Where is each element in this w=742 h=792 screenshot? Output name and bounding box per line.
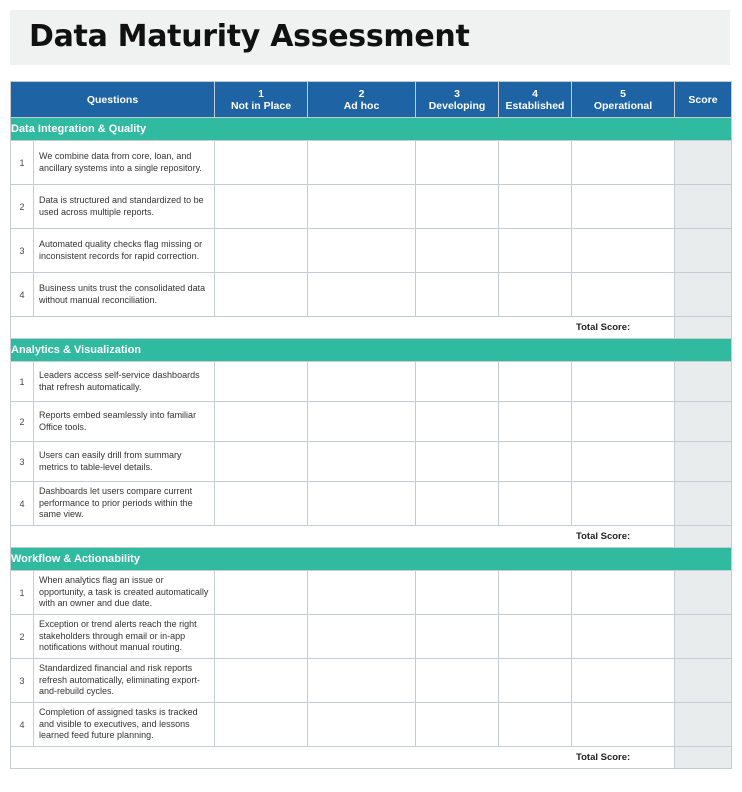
section-header xyxy=(11,548,732,571)
question-number: 4 xyxy=(11,273,34,317)
level-label: Developing xyxy=(428,99,486,112)
rating-cell-level-5[interactable] xyxy=(572,442,675,482)
score-cell[interactable] xyxy=(675,482,732,526)
rating-cell-level-3[interactable] xyxy=(416,482,499,526)
question-text: Leaders access self-service dashboards that refresh automatically. xyxy=(34,362,215,402)
question-text: Data is structured and standardized to be used across multiple reports. xyxy=(34,185,215,229)
rating-cell-level-1[interactable] xyxy=(215,442,308,482)
rating-cell-level-4[interactable] xyxy=(499,185,572,229)
rating-cell-level-1[interactable] xyxy=(215,482,308,526)
section-header xyxy=(11,339,732,362)
header-level-3 xyxy=(416,82,499,118)
rating-cell-level-5[interactable] xyxy=(572,703,675,747)
question-text: When analytics flag an issue or opportunity, a task is created automatically with an owner and due date. xyxy=(34,571,215,615)
rating-cell-level-1[interactable] xyxy=(215,141,308,185)
question-text: Automated quality checks flag missing or inconsistent records for rapid correction. xyxy=(34,229,215,273)
total-row xyxy=(11,747,732,769)
question-number: 3 xyxy=(11,229,34,273)
question-row xyxy=(11,615,732,659)
rating-cell-level-4[interactable] xyxy=(499,659,572,703)
rating-cell-level-4[interactable] xyxy=(499,615,572,659)
rating-cell-level-4[interactable] xyxy=(499,703,572,747)
rating-cell-level-3[interactable] xyxy=(416,362,499,402)
rating-cell-level-1[interactable] xyxy=(215,273,308,317)
question-row xyxy=(11,571,732,615)
score-cell[interactable] xyxy=(675,442,732,482)
score-cell[interactable] xyxy=(675,141,732,185)
rating-cell-level-5[interactable] xyxy=(572,273,675,317)
rating-cell-level-2[interactable] xyxy=(308,185,416,229)
level-num: 1 xyxy=(258,87,264,100)
assessment-table xyxy=(10,81,732,769)
total-score-cell[interactable] xyxy=(675,747,732,769)
score-cell[interactable] xyxy=(675,229,732,273)
rating-cell-level-2[interactable] xyxy=(308,615,416,659)
question-number: 1 xyxy=(11,571,34,615)
question-row xyxy=(11,482,732,526)
rating-cell-level-1[interactable] xyxy=(215,402,308,442)
question-number: 1 xyxy=(11,141,34,185)
level-num: 2 xyxy=(358,87,365,100)
rating-cell-level-3[interactable] xyxy=(416,402,499,442)
question-number: 3 xyxy=(11,442,34,482)
section-title: Workflow & Actionability xyxy=(11,548,732,571)
section-header xyxy=(11,118,732,141)
rating-cell-level-4[interactable] xyxy=(499,273,572,317)
question-row xyxy=(11,402,732,442)
header-level-4 xyxy=(499,82,572,118)
score-cell[interactable] xyxy=(675,659,732,703)
section-title: Data Integration & Quality xyxy=(11,118,732,141)
rating-cell-level-3[interactable] xyxy=(416,615,499,659)
rating-cell-level-2[interactable] xyxy=(308,141,416,185)
rating-cell-level-5[interactable] xyxy=(572,615,675,659)
total-row xyxy=(11,317,732,339)
rating-cell-level-4[interactable] xyxy=(499,482,572,526)
rating-cell-level-2[interactable] xyxy=(308,229,416,273)
question-row xyxy=(11,273,732,317)
score-cell[interactable] xyxy=(675,615,732,659)
question-number: 4 xyxy=(11,703,34,747)
header-score: Score xyxy=(675,82,732,118)
question-number: 3 xyxy=(11,659,34,703)
question-row xyxy=(11,141,732,185)
rating-cell-level-5[interactable] xyxy=(572,229,675,273)
rating-cell-level-3[interactable] xyxy=(416,659,499,703)
question-text: Dashboards let users compare current performance to prior periods within the same view. xyxy=(34,482,215,526)
question-row xyxy=(11,659,732,703)
rating-cell-level-4[interactable] xyxy=(499,402,572,442)
header-questions: Questions xyxy=(11,82,215,118)
total-score-cell[interactable] xyxy=(675,317,732,339)
level-num: 3 xyxy=(454,87,460,100)
rating-cell-level-1[interactable] xyxy=(215,703,308,747)
level-num: 4 xyxy=(532,87,538,100)
header-level-1 xyxy=(215,82,308,118)
total-spacer xyxy=(11,317,572,339)
rating-cell-level-3[interactable] xyxy=(416,185,499,229)
rating-cell-level-5[interactable] xyxy=(572,362,675,402)
rating-cell-level-5[interactable] xyxy=(572,659,675,703)
level-label: Ad hoc xyxy=(343,99,380,112)
score-cell[interactable] xyxy=(675,703,732,747)
total-score-label: Total Score: xyxy=(572,526,675,548)
total-row xyxy=(11,526,732,548)
rating-cell-level-5[interactable] xyxy=(572,402,675,442)
total-score-cell[interactable] xyxy=(675,526,732,548)
header-level-5 xyxy=(572,82,675,118)
question-row xyxy=(11,362,732,402)
level-label: Established xyxy=(505,99,565,112)
rating-cell-level-4[interactable] xyxy=(499,229,572,273)
rating-cell-level-4[interactable] xyxy=(499,571,572,615)
rating-cell-level-5[interactable] xyxy=(572,141,675,185)
rating-cell-level-2[interactable] xyxy=(308,442,416,482)
question-text: We combine data from core, loan, and ancillary systems into a single repository. xyxy=(34,141,215,185)
page-title: Data Maturity Assessment xyxy=(29,19,470,54)
header-level-2 xyxy=(308,82,416,118)
question-number: 2 xyxy=(11,402,34,442)
score-cell[interactable] xyxy=(675,402,732,442)
question-text: Standardized financial and risk reports refresh automatically, eliminating export-and-rebuild cycles. xyxy=(34,659,215,703)
total-spacer xyxy=(11,747,572,769)
level-label: Not in Place xyxy=(230,99,292,112)
rating-cell-level-2[interactable] xyxy=(308,571,416,615)
question-row xyxy=(11,229,732,273)
rating-cell-level-4[interactable] xyxy=(499,141,572,185)
rating-cell-level-1[interactable] xyxy=(215,615,308,659)
rating-cell-level-2[interactable] xyxy=(308,402,416,442)
total-score-label: Total Score: xyxy=(572,747,675,769)
rating-cell-level-3[interactable] xyxy=(416,273,499,317)
rating-cell-level-1[interactable] xyxy=(215,659,308,703)
question-number: 2 xyxy=(11,185,34,229)
title-bar xyxy=(10,10,730,65)
rating-cell-level-3[interactable] xyxy=(416,141,499,185)
question-row xyxy=(11,703,732,747)
rating-cell-level-5[interactable] xyxy=(572,185,675,229)
rating-cell-level-2[interactable] xyxy=(308,273,416,317)
rating-cell-level-4[interactable] xyxy=(499,362,572,402)
question-row xyxy=(11,442,732,482)
level-num: 5 xyxy=(620,87,626,100)
rating-cell-level-3[interactable] xyxy=(416,442,499,482)
score-cell[interactable] xyxy=(675,362,732,402)
header-row xyxy=(11,82,732,118)
rating-cell-level-2[interactable] xyxy=(308,482,416,526)
rating-cell-level-5[interactable] xyxy=(572,482,675,526)
question-row xyxy=(11,185,732,229)
rating-cell-level-3[interactable] xyxy=(416,703,499,747)
total-spacer xyxy=(11,526,572,548)
score-cell[interactable] xyxy=(675,273,732,317)
rating-cell-level-4[interactable] xyxy=(499,442,572,482)
question-text: Users can easily drill from summary metrics to table-level details. xyxy=(34,442,215,482)
question-text: Reports embed seamlessly into familiar Office tools. xyxy=(34,402,215,442)
section-title: Analytics & Visualization xyxy=(11,339,732,362)
question-text: Business units trust the consolidated data without manual reconciliation. xyxy=(34,273,215,317)
question-text: Completion of assigned tasks is tracked and visible to executives, and lessons learned feed future planning. xyxy=(34,703,215,747)
rating-cell-level-1[interactable] xyxy=(215,229,308,273)
question-number: 1 xyxy=(11,362,34,402)
rating-cell-level-2[interactable] xyxy=(308,703,416,747)
level-label: Operational xyxy=(593,99,653,112)
rating-cell-level-2[interactable] xyxy=(308,659,416,703)
rating-cell-level-2[interactable] xyxy=(308,362,416,402)
question-text: Exception or trend alerts reach the right stakeholders through email or in-app notifications without manual routing. xyxy=(34,615,215,659)
rating-cell-level-1[interactable] xyxy=(215,362,308,402)
total-score-label: Total Score: xyxy=(572,317,675,339)
score-cell[interactable] xyxy=(675,571,732,615)
rating-cell-level-1[interactable] xyxy=(215,185,308,229)
rating-cell-level-3[interactable] xyxy=(416,571,499,615)
question-number: 2 xyxy=(11,615,34,659)
rating-cell-level-5[interactable] xyxy=(572,571,675,615)
score-cell[interactable] xyxy=(675,185,732,229)
rating-cell-level-3[interactable] xyxy=(416,229,499,273)
question-number: 4 xyxy=(11,482,34,526)
rating-cell-level-1[interactable] xyxy=(215,571,308,615)
